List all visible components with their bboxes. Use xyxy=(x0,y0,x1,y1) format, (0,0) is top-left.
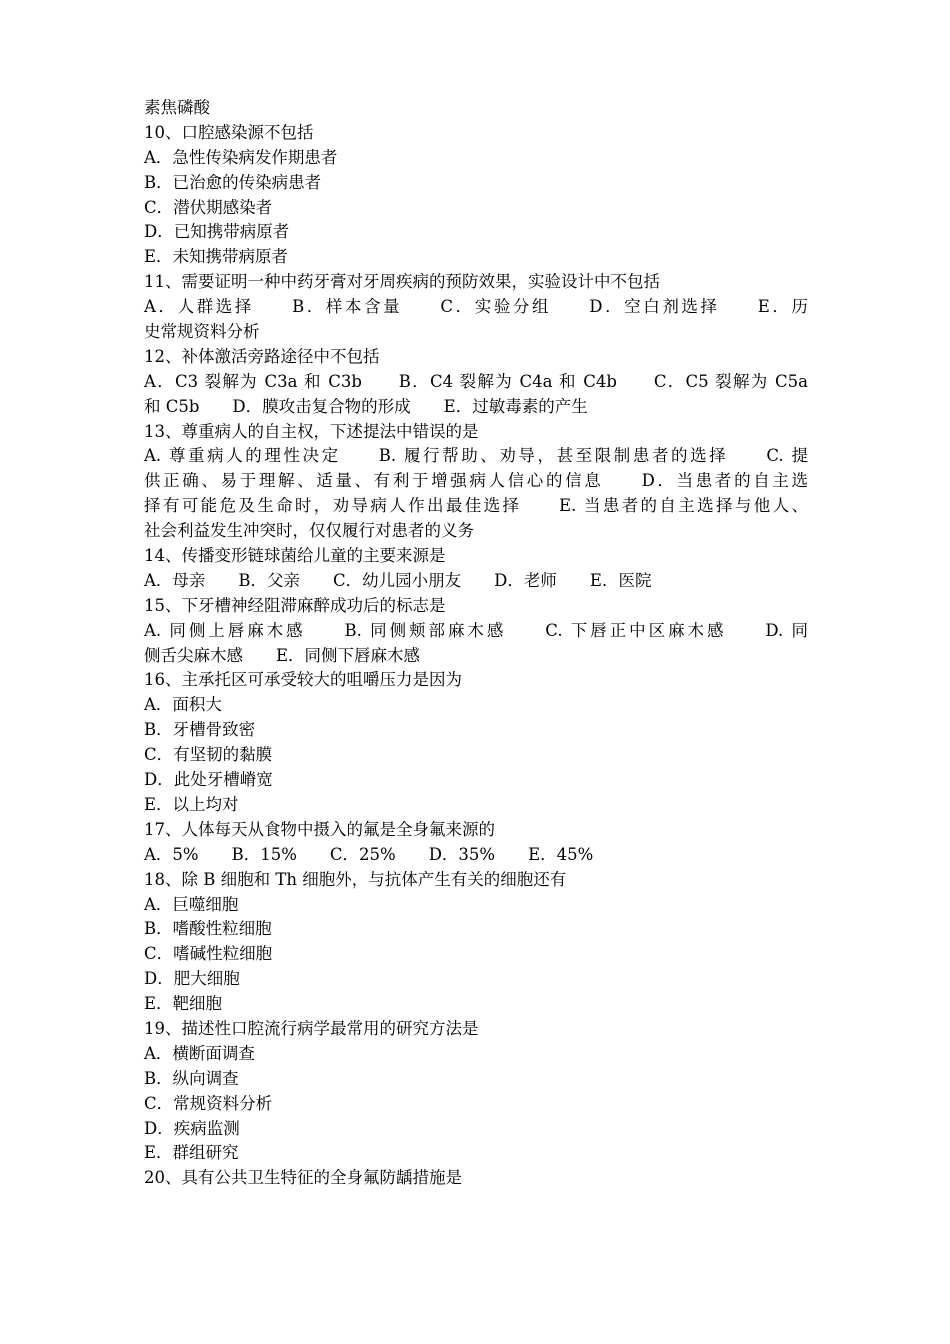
option-line: D．疾病监测 xyxy=(144,1118,240,1138)
option-line: B．嗜酸性粒细胞 xyxy=(144,919,272,939)
document-page xyxy=(144,96,808,1191)
option-line: C．嗜碱性粒细胞 xyxy=(144,944,273,964)
option-line: C．有坚韧的黏膜 xyxy=(144,745,273,765)
option-line: 择有可能危及生命时，劝导病人作出最佳选择 E. 当患者的自主选择与他人、 xyxy=(144,496,808,516)
option-line: A．急性传染病发作期患者 xyxy=(144,147,338,167)
question-18: 18、除 B 细胞和 Th 细胞外，与抗体产生有关的细胞还有 xyxy=(144,869,567,889)
option-line: D．肥大细胞 xyxy=(144,969,240,989)
question-11: 11、需要证明一种中药牙膏对牙周疾病的预防效果，实验设计中不包括 xyxy=(144,272,660,292)
option-line: B．纵向调查 xyxy=(144,1068,239,1088)
option-line: A. 同侧上唇麻木感 B. 同侧颊部麻木感 C. 下唇正中区麻木感 D. 同 xyxy=(144,620,808,640)
option-line: A．5% B．15% C．25% D．35% E．45% xyxy=(144,844,594,864)
option-line: 侧舌尖麻木感 E．同侧下唇麻木感 xyxy=(144,645,421,665)
question-17: 17、人体每天从食物中摄入的氟是全身氟来源的 xyxy=(144,819,495,839)
option-line: 供正确、易于理解、适量、有利于增强病人信心的信息 D．当患者的自主选 xyxy=(144,471,808,491)
question-15: 15、下牙槽神经阻滞麻醉成功后的标志是 xyxy=(144,595,446,615)
option-line: E．未知携带病原者 xyxy=(144,247,289,267)
option-line: C．潜伏期感染者 xyxy=(144,197,273,217)
option-line: D．已知携带病原者 xyxy=(144,222,290,242)
option-line: 史常规资料分析 xyxy=(144,322,260,342)
option-line: C．常规资料分析 xyxy=(144,1093,273,1113)
option-line: A. 尊重病人的理性决定 B. 履行帮助、劝导，甚至限制患者的选择 C. 提 xyxy=(144,446,808,466)
option-line: B．已治愈的传染病患者 xyxy=(144,172,322,192)
option-line: 和 C5b D．膜攻击复合物的形成 E．过敏毒素的产生 xyxy=(144,396,588,416)
option-line: D．此处牙槽嵴宽 xyxy=(144,770,273,790)
option-line: E．以上均对 xyxy=(144,794,239,814)
question-19: 19、描述性口腔流行病学最常用的研究方法是 xyxy=(144,1018,479,1038)
question-12: 12、补体激活旁路途径中不包括 xyxy=(144,346,380,366)
question-14: 14、传播变形链球菌给儿童的主要来源是 xyxy=(144,546,446,566)
option-line: A．母亲 B．父亲 C．幼儿园小朋友 D．老师 E．医院 xyxy=(144,570,652,590)
option-line: A．巨噬细胞 xyxy=(144,894,239,914)
option-line: A．C3 裂解为 C3a 和 C3b B．C4 裂解为 C4a 和 C4b C．C5 裂解为 C5a xyxy=(144,371,808,391)
question-13: 13、尊重病人的自主权，下述提法中错误的是 xyxy=(144,421,479,441)
text-line: 素焦磷酸 xyxy=(144,98,210,117)
option-line: E．群组研究 xyxy=(144,1143,239,1163)
option-line: A．面积大 xyxy=(144,695,222,715)
option-line: B．牙槽骨致密 xyxy=(144,720,256,740)
option-line: A．横断面调查 xyxy=(144,1043,255,1063)
question-10: 10、口腔感染源不包括 xyxy=(144,122,314,142)
option-line: E．靶细胞 xyxy=(144,994,223,1014)
question-16: 16、主承托区可承受较大的咀嚼压力是因为 xyxy=(144,670,462,690)
question-20: 20、具有公共卫生特征的全身氟防龋措施是 xyxy=(144,1168,462,1188)
option-line: 社会利益发生冲突时，仅仅履行对患者的义务 xyxy=(144,521,474,541)
option-line: A．人群选择 B．样本含量 C．实验分组 D．空白剂选择 E．历 xyxy=(144,297,808,317)
